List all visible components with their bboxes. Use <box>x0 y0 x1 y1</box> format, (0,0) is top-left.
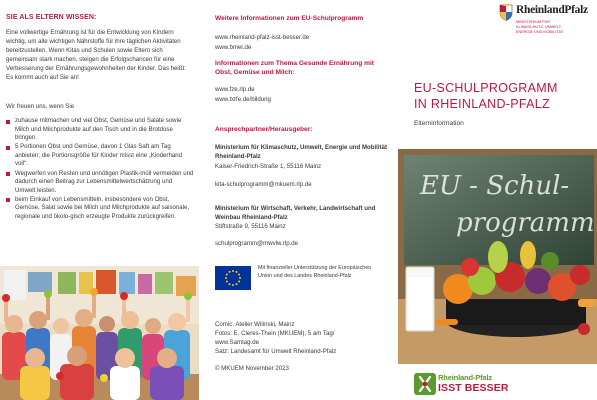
ministry-line: ENERGIE UND MOBILITÄT <box>516 29 564 34</box>
tips-list <box>6 117 194 222</box>
ministry-logo-text <box>516 20 594 34</box>
list-item: zuhause mitmachen und viel Obst, Gemüse und Salate sowie Milch und Milchprodukte auf den Tisch und in die Brotdose bringen. <box>6 117 194 143</box>
ministry-line: KLIMASCHUTZ, UMWELT, <box>516 24 562 29</box>
ministry-line: MINISTERIUM FÜR <box>516 20 550 24</box>
parents-heading: SIE ALS ELTERN WISSEN: <box>6 14 97 21</box>
nutrition-info-heading: Informationen zum Thema Gesunde Ernährung mit Obst, Gemüse und Milch: <box>215 60 374 76</box>
credit-print: Satz: Landesamt für Umwelt Rheinland-Pfalz <box>215 348 337 355</box>
ministry-1-address: Kaiser-Friedrich-Straße 1, 55116 Mainz <box>215 163 322 170</box>
more-info-heading: Weitere Informationen zum EU-Schulprogramm <box>215 15 364 22</box>
credit-photos: Fotos: E. Cleres-Thein (MKUEM), 5 am Tag/ www.Samtag.de <box>215 330 335 346</box>
link-bzfe[interactable]: www.bzfe.de/bildung <box>215 96 271 103</box>
list-item: Wegwerfen von Resten und unnötigen Plastik-müll vermeiden und dadurch einen Beitrag zur Lebensmittelwertschätzung und Umwelt leisten. <box>6 170 194 196</box>
isst-besser-line-2: ISST BESSER <box>438 382 509 394</box>
fork-knife-icon <box>414 373 436 395</box>
chalkboard-line-2: programm <box>456 208 595 238</box>
list-item: beim Einkauf von Lebensmitteln, insbesondere von Obst, Gemüse, Salat sowie bei Milch und Milchprodukte auf saisonale, regionale und ökolo-gisch erzeugte Produkte zurückgreifen. <box>6 196 194 222</box>
list-item: 5 Portionen Obst und Gemüse, davon 1 Glas Saft am Tag anbieten; die Portionsgröße für Kinder misst eine „Kinderhand voll“. <box>6 143 194 169</box>
eu-flag-icon <box>215 266 251 290</box>
children-photo <box>0 266 199 400</box>
link-fze[interactable]: www.fze.rlp.de <box>215 86 255 93</box>
coat-of-arms-icon <box>499 4 513 21</box>
isst-besser-line-1: Rheinland-Pfalz <box>438 373 492 382</box>
left-panel <box>0 0 199 400</box>
intro-paragraph: Eine vollwertige Ernährung ist für die Entwicklung von Kindern wichtig, um alle wichtigen Nährstoffe für ihre täglichen Aktivitäten bereitzustellen. Wenn Kitas und Schulen sowie Eltern sich gemeinsam stark machen, steigen die Erfolgschancen für eine Verbesserung der Ernährungsgewohnheiten der Kinder. Das heißt: Es kommt auch auf Sie an! <box>6 29 186 81</box>
ministry-1-name: Ministerium für Klimaschutz, Umwelt, Energie und Mobilität Rheinland-Pfalz <box>215 144 387 160</box>
eu-support-note: Mit finanzieller Unterstützung der Europäischen Union und des Landes Rheinland-Pfalz <box>258 265 372 279</box>
middle-panel <box>199 0 398 400</box>
link-bmel[interactable]: www.bmel.de <box>215 44 252 51</box>
title-line-2: IN RHEINLAND-PFALZ <box>414 97 550 111</box>
ministry-2-address: Stiftstraße 9, 55116 Mainz <box>215 223 286 230</box>
brochure-title <box>414 80 594 112</box>
chalkboard-line-1: EU - Schul- <box>420 171 570 201</box>
title-line-1: EU-SCHULPROGRAMM <box>414 81 558 95</box>
ministry-2-email[interactable]: schulprogramm@mwvlw.rlp.de <box>215 240 299 247</box>
ministry-1-email[interactable]: kita-schulprogramm@mkuem.rlp.de <box>215 181 312 188</box>
ministry-2-name: Ministerium für Wirtschaft, Verkehr, Landwirtschaft und Weinbau Rheinland-Pfalz <box>215 205 376 221</box>
rlp-logo: RheinlandPfalz <box>516 4 588 16</box>
copyright-line: © MKUEM November 2023 <box>215 365 289 372</box>
brochure-subtitle: Elterninformation <box>414 120 464 127</box>
credit-comic: Comic: Atelier Wilinski, Mainz <box>215 321 295 328</box>
contact-heading: Ansprechpartner/Herausgeber: <box>215 126 313 133</box>
link-rlp-isst-besser[interactable]: www.rheinland-pfalz-isst-besser.de <box>215 34 310 41</box>
cover-photo <box>398 149 597 364</box>
request-line: Wir freuen uns, wenn Sie <box>6 103 75 110</box>
